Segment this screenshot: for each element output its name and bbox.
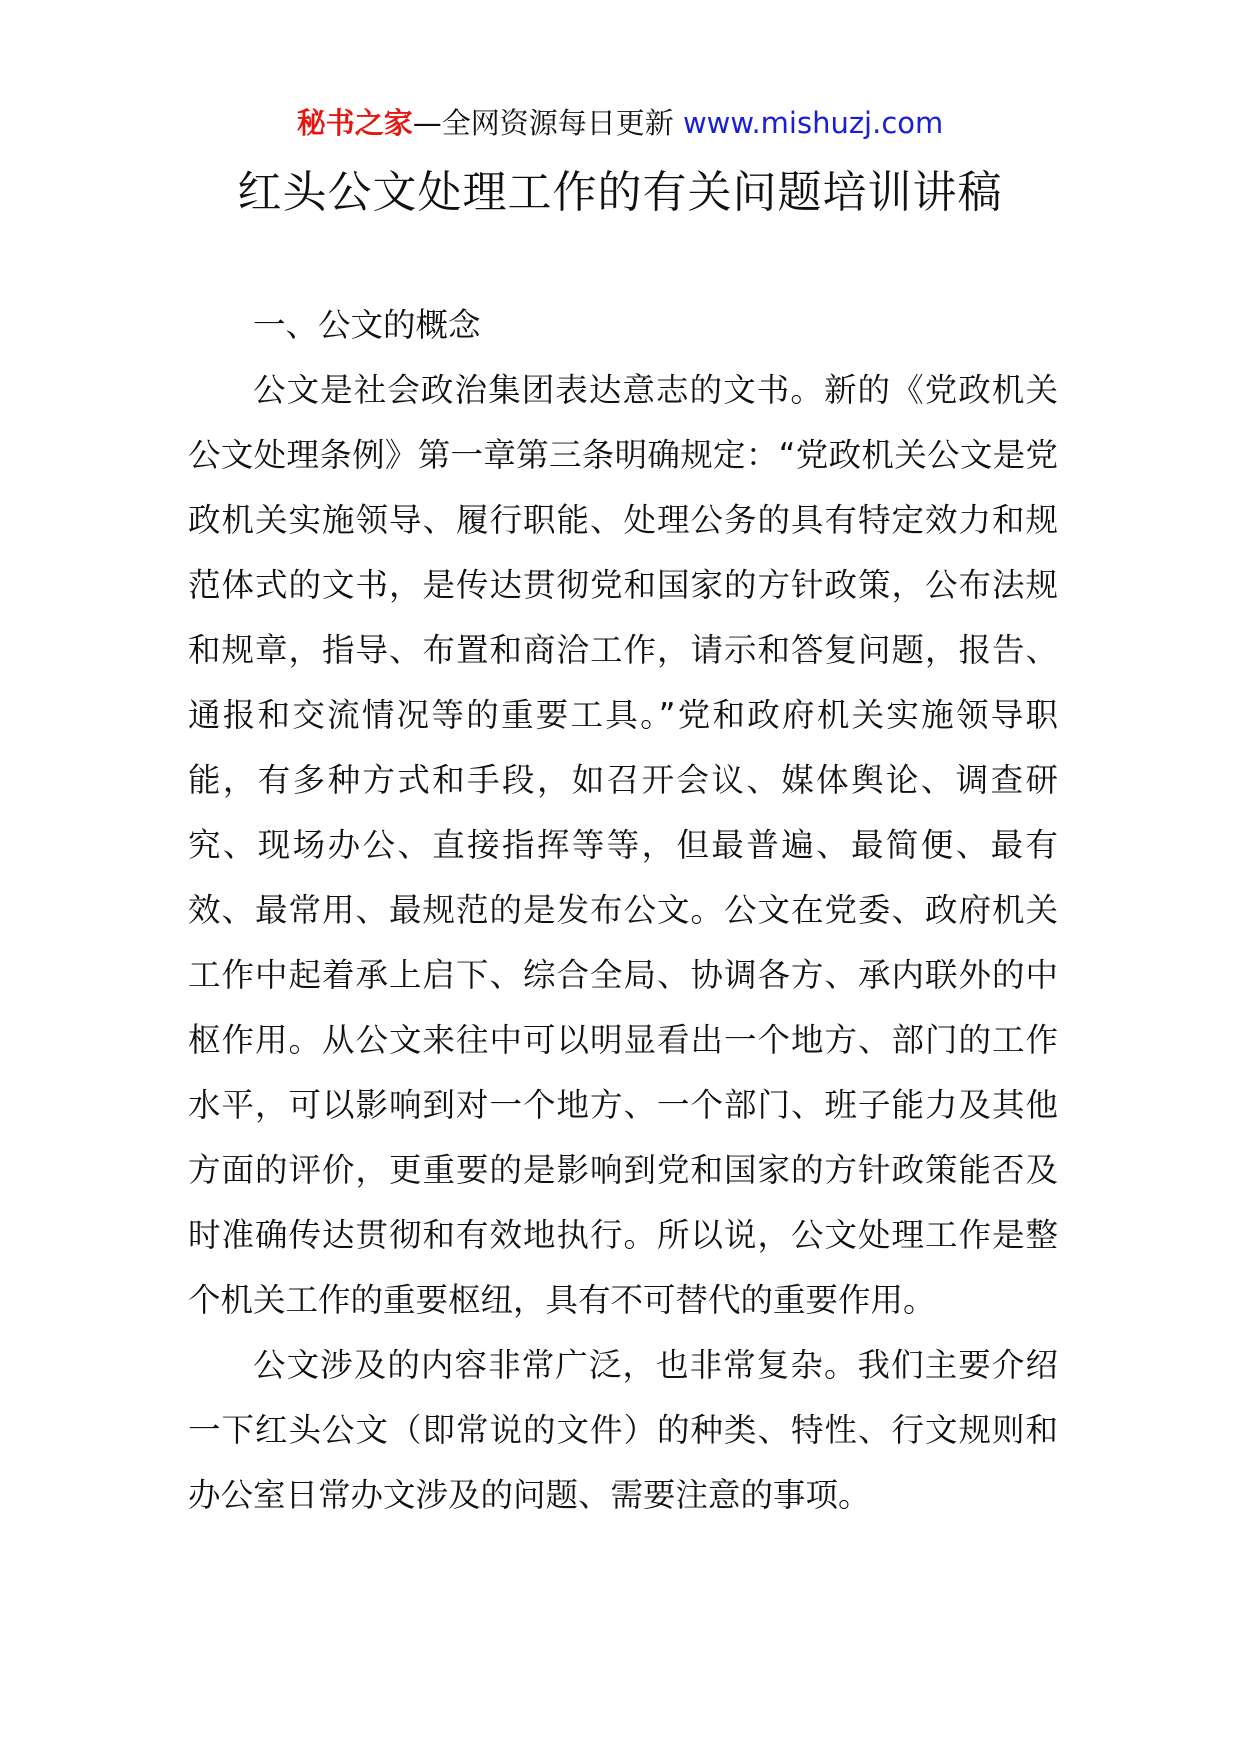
- site-url-link[interactable]: www.mishuzj.com: [682, 106, 944, 140]
- body-paragraph: 公文是社会政治集团表达意志的文书。新的《党政机关公文处理条例》第一章第三条明确规定：“党政机关公文是党政机关实施领导、履行职能、处理公务的具有特定效力和规范体式的文书，是传达贯彻党和国家的方针政策，公布法规和规章，指导、布置和商洽工作，请示和答复问题，报告、通报和交流情况等的重要工具。”党和政府机关实施领导职能，有多种方式和手段，如召开会议、媒体舆论、调查研究、现场办公、直接指挥等等，但最普遍、最简便、最有效、最常用、最规范的是发布公文。公文在党委、政府机关工作中起着承上启下、综合全局、协调各方、承内联外的中枢作用。从公文来往中可以明显看出一个地方、部门的工作水平，可以影响到对一个地方、一个部门、班子能力及其他方面的评价，更重要的是影响到党和国家的方针政策能否及时准确传达贯彻和有效地执行。所以说，公文处理工作是整个机关工作的重要枢纽，具有不可替代的重要作用。: [188, 371, 1058, 1319]
- brand-name: 秘书之家: [296, 106, 413, 140]
- document-body: [188, 293, 1058, 1528]
- header-slogan: —全网资源每日更新: [412, 106, 683, 140]
- section-heading: 一、公文的概念: [253, 306, 481, 344]
- body-paragraph: 公文涉及的内容非常广泛，也非常复杂。我们主要介绍一下红头公文（即常说的文件）的种类、特性、行文规则和办公室日常办文涉及的问题、需要注意的事项。: [188, 1346, 1058, 1514]
- document-title: 红头公文处理工作的有关问题培训讲稿: [237, 167, 1003, 218]
- site-header: [0, 100, 1240, 146]
